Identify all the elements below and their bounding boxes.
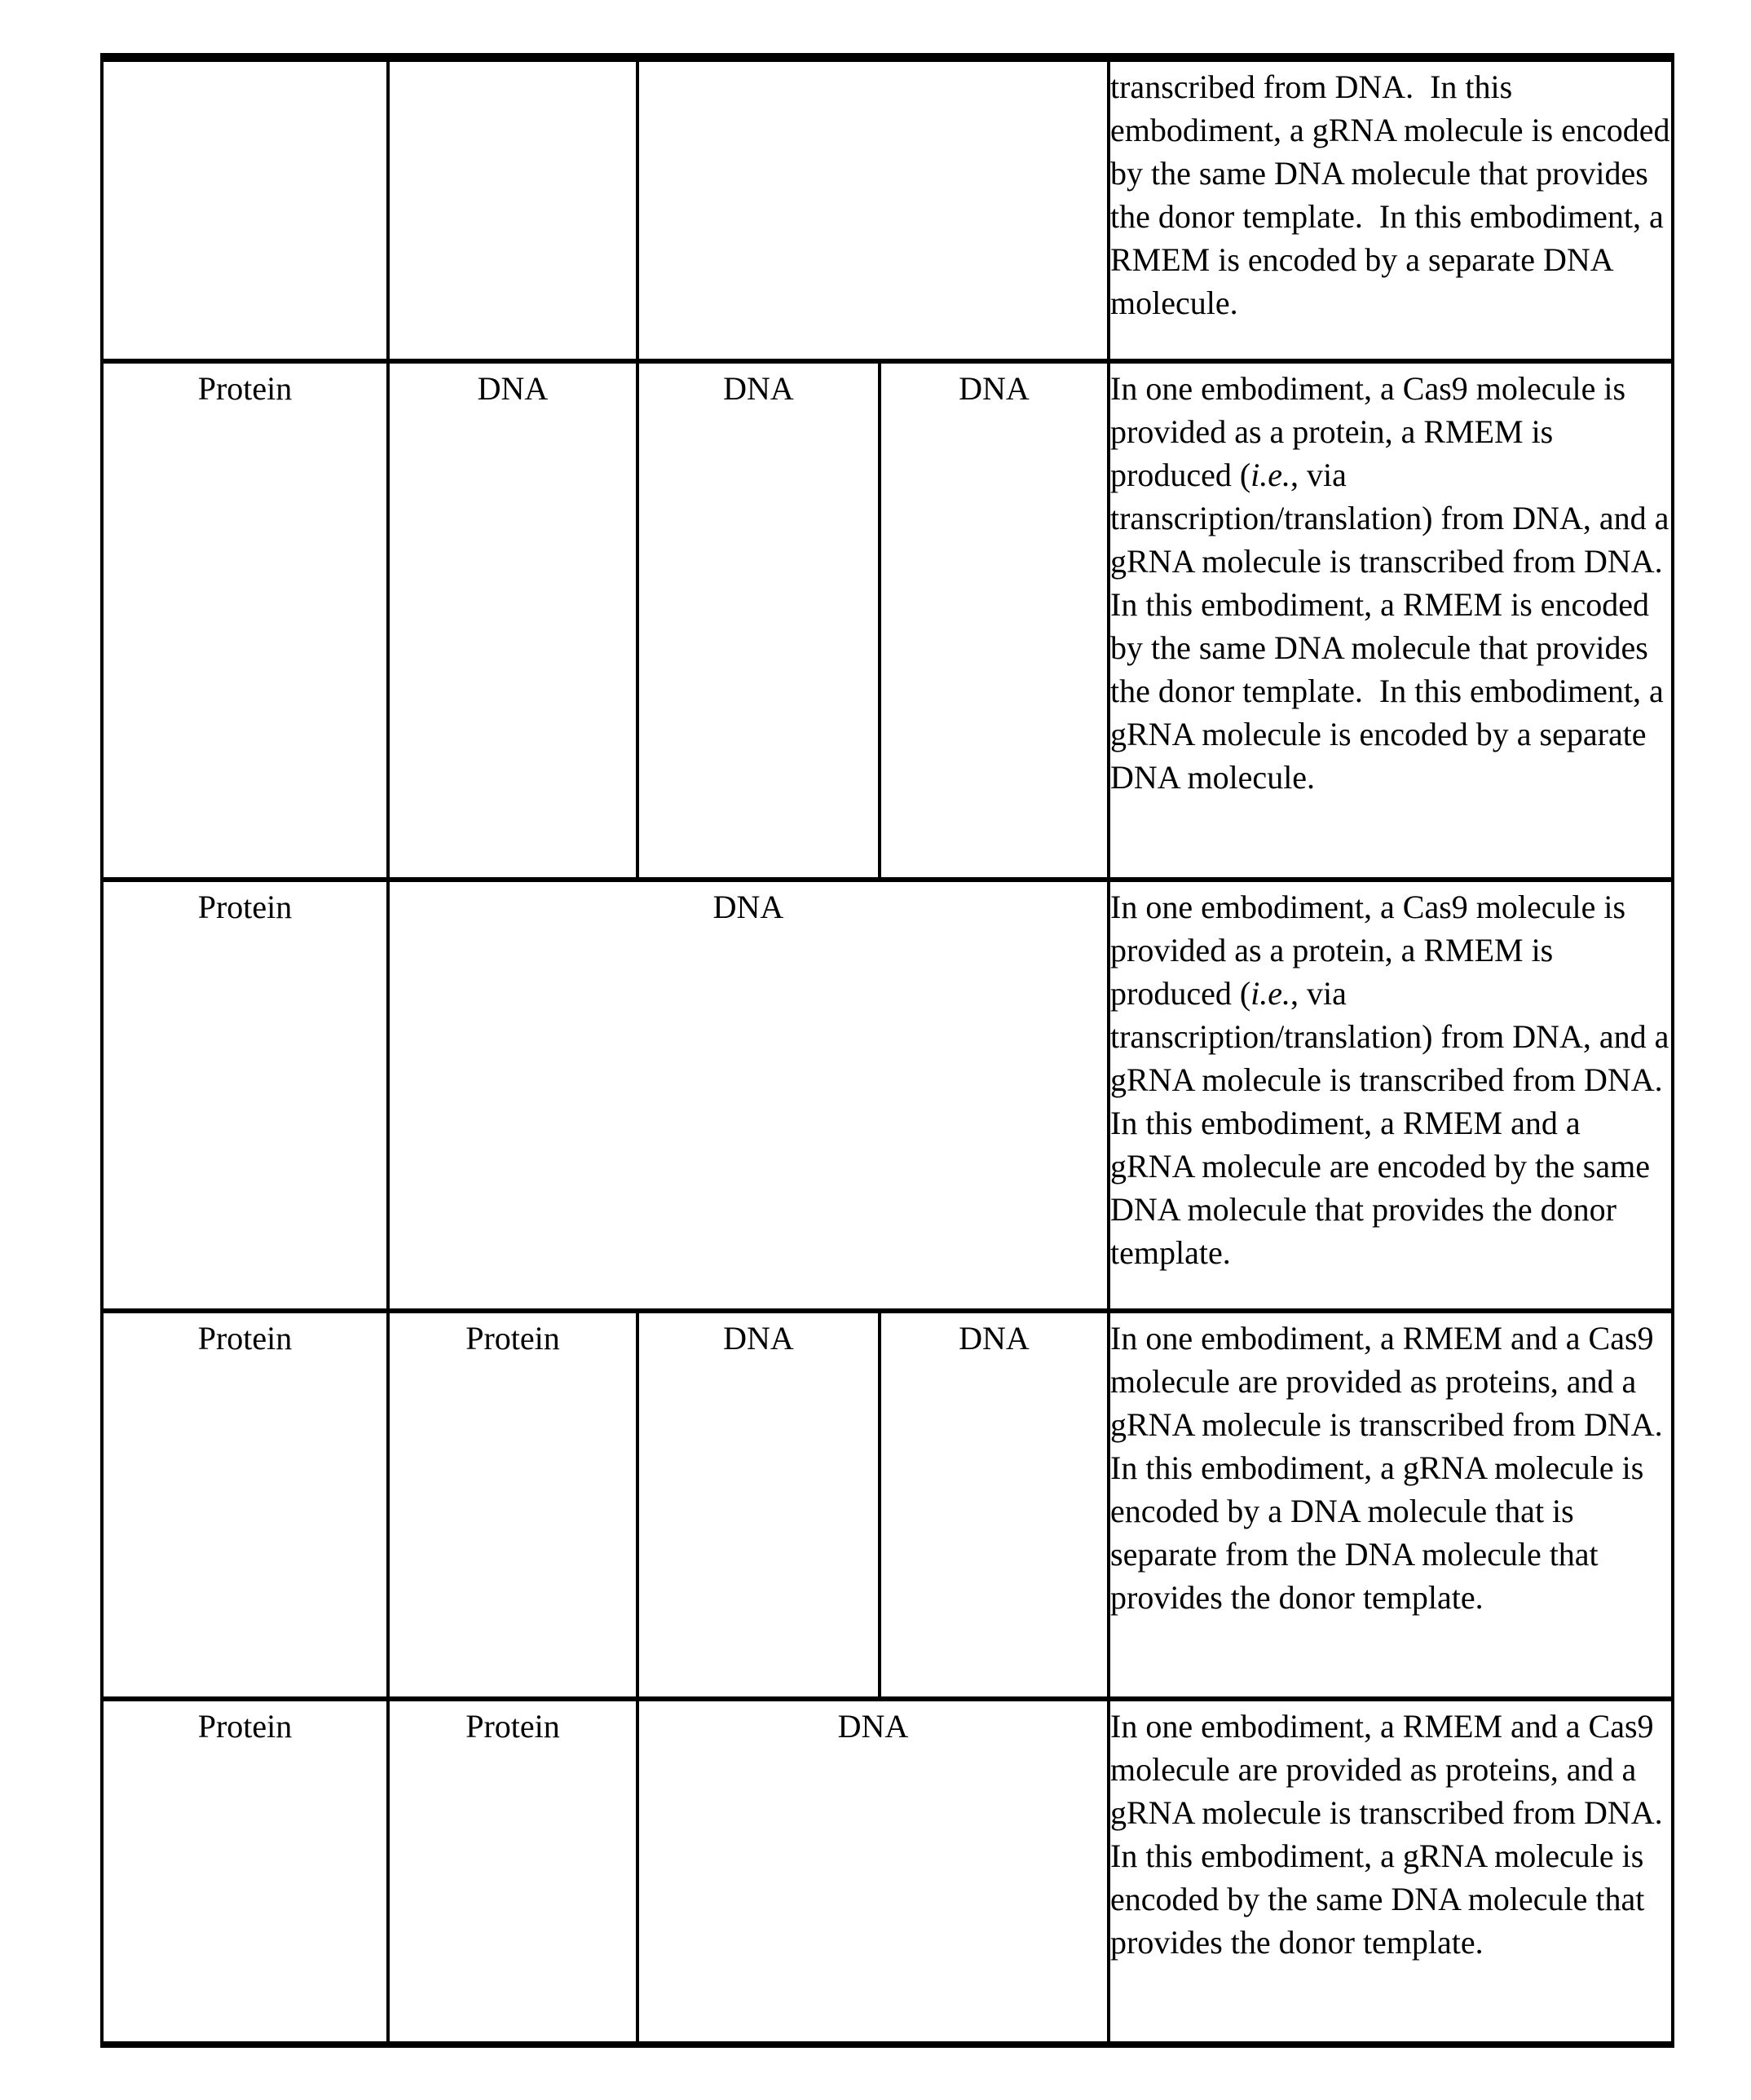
cell-empty [637,58,1109,361]
cell-description [1109,1699,1673,2045]
cell-description [1109,880,1679,1311]
cell-dna: DNA [637,1311,880,1699]
cell-description [1109,58,1678,361]
cell-protein: Protein [102,880,388,1311]
cell-dna: DNA [880,361,1109,880]
cell-protein: Protein [102,1311,388,1699]
cell-dna: DNA [637,361,880,880]
table-row [102,880,1673,1311]
description-text-segment: In one embodiment, a RMEM and a Cas9 molecule are provided as proteins, and a gRNA molecule is transcribed from DNA. In this embodiment, a gRNA molecule is encoded by a DNA molecule that is separate from the DNA molecule that provides the donor template. [1110,1319,1679,1616]
description-text-segment: , via transcription/translation) from DNA, and a gRNA molecule is transcribed from DNA. In this embodiment, a RMEM is encoded by the same DNA molecule that provides the donor template. In this embodiment, a gRNA molecule is encoded by a separate DNA molecule. [1110,456,1679,796]
cell-protein: Protein [388,1311,637,1699]
table-row [102,58,1673,361]
description-text-segment: In one embodiment, a RMEM and a Cas9 molecule are provided as proteins, and a gRNA molecule is transcribed from DNA. In this embodiment, a gRNA molecule is encoded by the same DNA molecule that provides the donor template. [1110,1707,1671,1961]
table-row [102,1699,1673,2045]
cell-dna: DNA [388,361,637,880]
description-text-segment: In one embodiment, a Cas9 molecule is provided as a protein, a RMEM is produced ( [1110,888,1634,1012]
description-text-segment: i.e. [1250,456,1291,493]
embodiments-table [100,53,1679,2048]
cell-dna: DNA [637,1699,1109,2045]
description-text-segment: In one embodiment, a Cas9 molecule is provided as a protein, a RMEM is produced ( [1110,369,1634,493]
description-text-segment: transcribed from DNA. In this embodiment, a gRNA molecule is encoded by the same DNA molecule that provides the donor template. In this embodiment, a RMEM is encoded by a separate DNA molecule. [1110,68,1678,321]
cell-empty [102,58,388,361]
table-row [102,1311,1673,1699]
cell-description [1109,1311,1679,1699]
description-text-segment: , via transcription/translation) from DNA, and a gRNA molecule is transcribed from DNA. In this embodiment, a RMEM and a gRNA molecule are encoded by the same DNA molecule that provides the donor template. [1110,974,1679,1271]
cell-dna: DNA [880,1311,1109,1699]
cell-description [1109,361,1679,880]
cell-empty [388,58,637,361]
description-text-segment: i.e. [1250,974,1291,1012]
cell-protein: Protein [102,361,388,880]
cell-protein: Protein [388,1699,637,2045]
table-row [102,361,1673,880]
cell-protein: Protein [102,1699,388,2045]
cell-dna: DNA [388,880,1109,1311]
